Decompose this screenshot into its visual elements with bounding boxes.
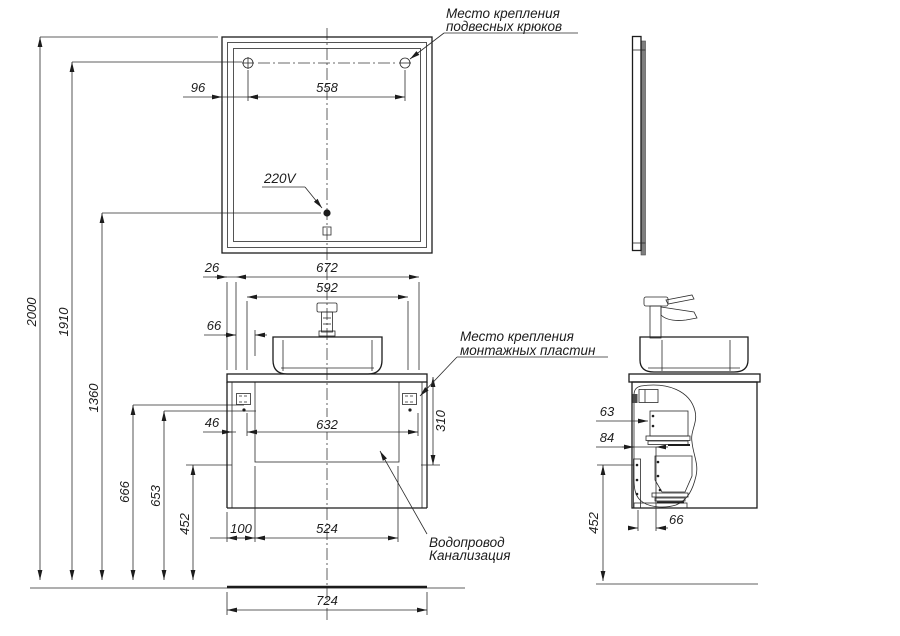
mounting-plate-right: [403, 394, 417, 412]
dim-26: 26: [204, 260, 220, 275]
hooks-note: [410, 6, 578, 59]
mounting-plate-side: [639, 390, 658, 403]
plates-note-line1: Место крепления: [460, 329, 574, 344]
plates-note-leader: [420, 357, 457, 396]
water-note-line1: Водопровод: [429, 535, 505, 550]
faucet-side: [644, 295, 697, 338]
sink-side: [640, 337, 748, 372]
hanging-hook-left: [242, 57, 254, 69]
left-height-dimensions: [24, 37, 321, 580]
front-view: [24, 6, 608, 622]
side-view: [586, 37, 760, 585]
dim-1910: 1910: [56, 307, 71, 337]
bottom-dimensions: [210, 466, 398, 542]
dim-724: 724: [316, 593, 338, 608]
voltage-note: [262, 171, 322, 208]
voltage-label: 220V: [264, 171, 296, 186]
plates-note: [420, 329, 608, 396]
plates-note-line2: монтажных пластин: [460, 343, 596, 358]
dim-452-side: 452: [586, 512, 601, 534]
countertop-side: [629, 374, 760, 382]
dim-66-side: 66: [669, 512, 684, 527]
water-note-line2: Канализация: [429, 548, 511, 563]
dim-66-front: 66: [206, 318, 222, 333]
dim-46: 46: [204, 415, 220, 430]
dim-84: 84: [599, 430, 615, 445]
dim-96: 96: [190, 80, 206, 95]
mirror-side: [633, 37, 646, 256]
hooks-note-line2: подвесных крюков: [446, 19, 563, 34]
voltage-leader: [305, 187, 322, 208]
wall-bracket-side: [633, 394, 638, 403]
dim-63: 63: [599, 404, 615, 419]
mirror-glass-side: [633, 37, 642, 251]
dim-1360: 1360: [86, 383, 101, 413]
floor-and-width: [30, 587, 465, 615]
hooks-note-line1: Место крепления: [446, 6, 560, 21]
supply-hatch-block: [650, 411, 688, 436]
dim-632: 632: [316, 417, 338, 432]
plate-dimensions: [203, 377, 448, 465]
water-note-leader: [380, 451, 427, 534]
mirror-back-panel: [641, 41, 646, 255]
pipes-zone-outline: [634, 385, 697, 507]
dim-310: 310: [433, 410, 448, 432]
side-dimensions: [586, 404, 758, 584]
cabinet-side: [632, 382, 757, 508]
drain-hatch-block: [655, 456, 692, 492]
hook-dimensions: [183, 70, 405, 101]
water-note: [380, 451, 510, 563]
dim-524: 524: [316, 521, 338, 536]
dim-672: 672: [316, 260, 338, 275]
dim-452-front: 452: [177, 513, 192, 535]
cabinet-side-internals: [633, 385, 697, 508]
dim-666: 666: [117, 481, 132, 503]
vanity-top-dimensions: [203, 260, 419, 370]
power-point-dot: [323, 209, 330, 216]
dim-2000: 2000: [24, 297, 39, 327]
dim-558: 558: [316, 80, 338, 95]
sink-front: [273, 337, 382, 374]
dim-592: 592: [316, 280, 338, 295]
dim-653: 653: [148, 485, 163, 507]
mounting-plate-left: [237, 394, 251, 412]
dim-100: 100: [230, 521, 252, 536]
hanging-hook-right: [399, 58, 411, 68]
